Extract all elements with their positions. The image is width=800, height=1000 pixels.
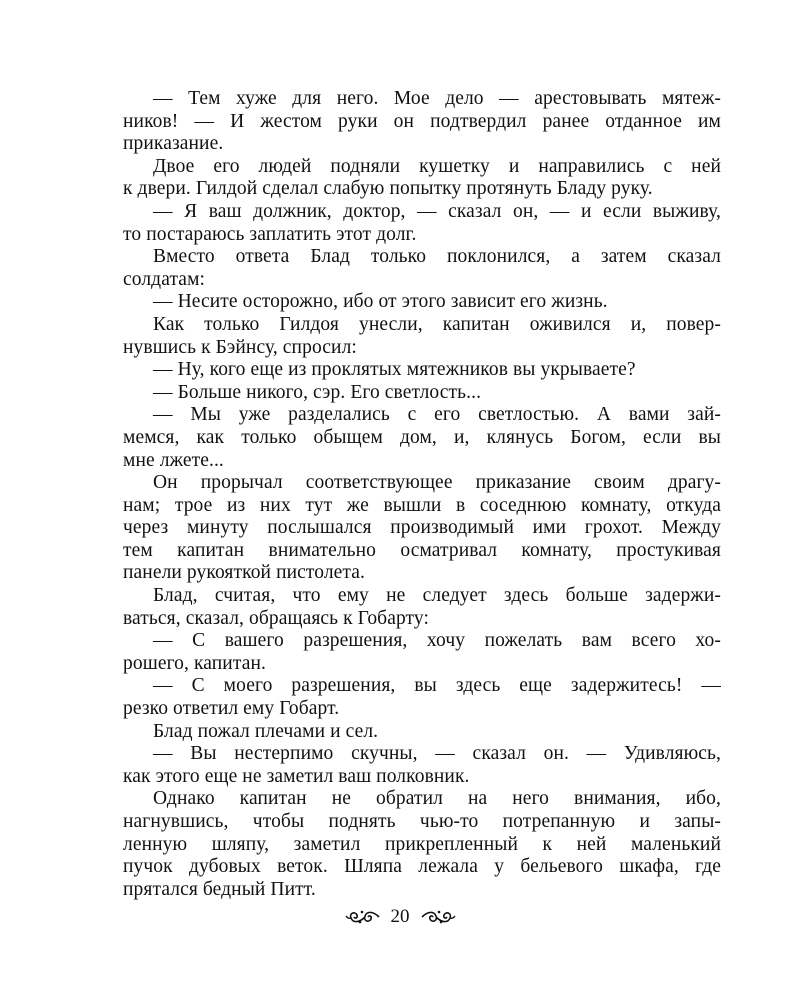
page-footer [0, 899, 800, 935]
text-line: солдатам: [123, 268, 206, 290]
text-line: — Тем хуже для него. Мое дело — арестовывать мятеж- [153, 88, 721, 109]
text-line: как этого еще не заметил ваш полковник. [123, 765, 470, 787]
fleuron-left-icon [345, 907, 381, 927]
text-line: резко ответил ему Гобарт. [123, 698, 340, 720]
text-line: — Вы нестерпимо скучны, — сказал он. — Удивляюсь, [153, 743, 721, 765]
text-line: — Ну, кого еще из проклятых мятежников вы укрываете? [153, 359, 636, 381]
text-line: Как только Гилдоя унесли, капитан оживился и, повер- [153, 313, 721, 335]
text-line: — С моего разрешения, вы здесь еще задержитесь! — [153, 675, 721, 697]
text-line: нам; трое из них тут же вышли в соседнюю комнату, откуда [123, 494, 721, 516]
text-line: Двое его людей подняли кушетку и направились с ней [153, 155, 721, 177]
text-line: прятался бедный Питт. [123, 878, 316, 900]
text-line: рошего, капитан. [123, 652, 266, 674]
text-line: пучок дубовых веток. Шляпа лежала у бельевого шкафа, где [123, 856, 721, 878]
text-line: приказание. [123, 133, 224, 155]
text-line: через минуту послышался производимый ими грохот. Между [123, 517, 721, 539]
text-line: — Мы уже разделались с его светлостью. А вами зай- [153, 404, 721, 426]
text-line: тем капитан внимательно осматривал комнату, простукивая [123, 539, 721, 561]
text-line: — Несите осторожно, ибо от этого зависит его жизнь. [153, 291, 608, 313]
text-line: нувшись к Бэйнсу, спросил: [123, 336, 357, 358]
text-line: панели рукояткой пистолета. [123, 562, 366, 584]
page-number: 20 [390, 906, 410, 927]
text-line: ников! — И жестом руки он подтвердил ранее отданное им [123, 110, 721, 132]
text-line: Вместо ответа Блад только поклонился, а затем сказал [153, 246, 721, 268]
text-line: то постараюсь заплатить этот долг. [123, 223, 417, 245]
text-line: мемся, как только обыщем дом, и, клянусь Богом, если вы [123, 426, 721, 448]
text-line: нагнувшись, чтобы поднять чью-то потрепанную и запы- [123, 811, 721, 832]
text-line: — Больше никого, сэр. Его светлость... [153, 381, 482, 403]
text-line: Он прорычал соответствующее приказание своим драгу- [153, 472, 721, 494]
text-line: мне лжете... [123, 449, 224, 471]
text-line: Блад, считая, что ему не следует здесь больше задержи- [153, 585, 721, 607]
text-line: — С вашего разрешения, хочу пожелать вам всего хо- [153, 630, 721, 652]
text-line: Однако капитан не обратил на него внимания, ибо, [153, 788, 721, 810]
text-line: ленную шляпу, заметил прикрепленный к ней маленький [123, 833, 721, 855]
text-line: ваться, сказал, обращаясь к Гобарту: [123, 607, 430, 629]
fleuron-right-icon [420, 907, 456, 927]
text-line: Блад пожал плечами и сел. [153, 720, 379, 742]
text-line: — Я ваш должник, доктор, — сказал он, — и если выживу, [153, 200, 721, 222]
text-line: к двери. Гилдой сделал слабую попытку протянуть Бладу руку. [123, 178, 653, 200]
body-text [123, 88, 721, 901]
